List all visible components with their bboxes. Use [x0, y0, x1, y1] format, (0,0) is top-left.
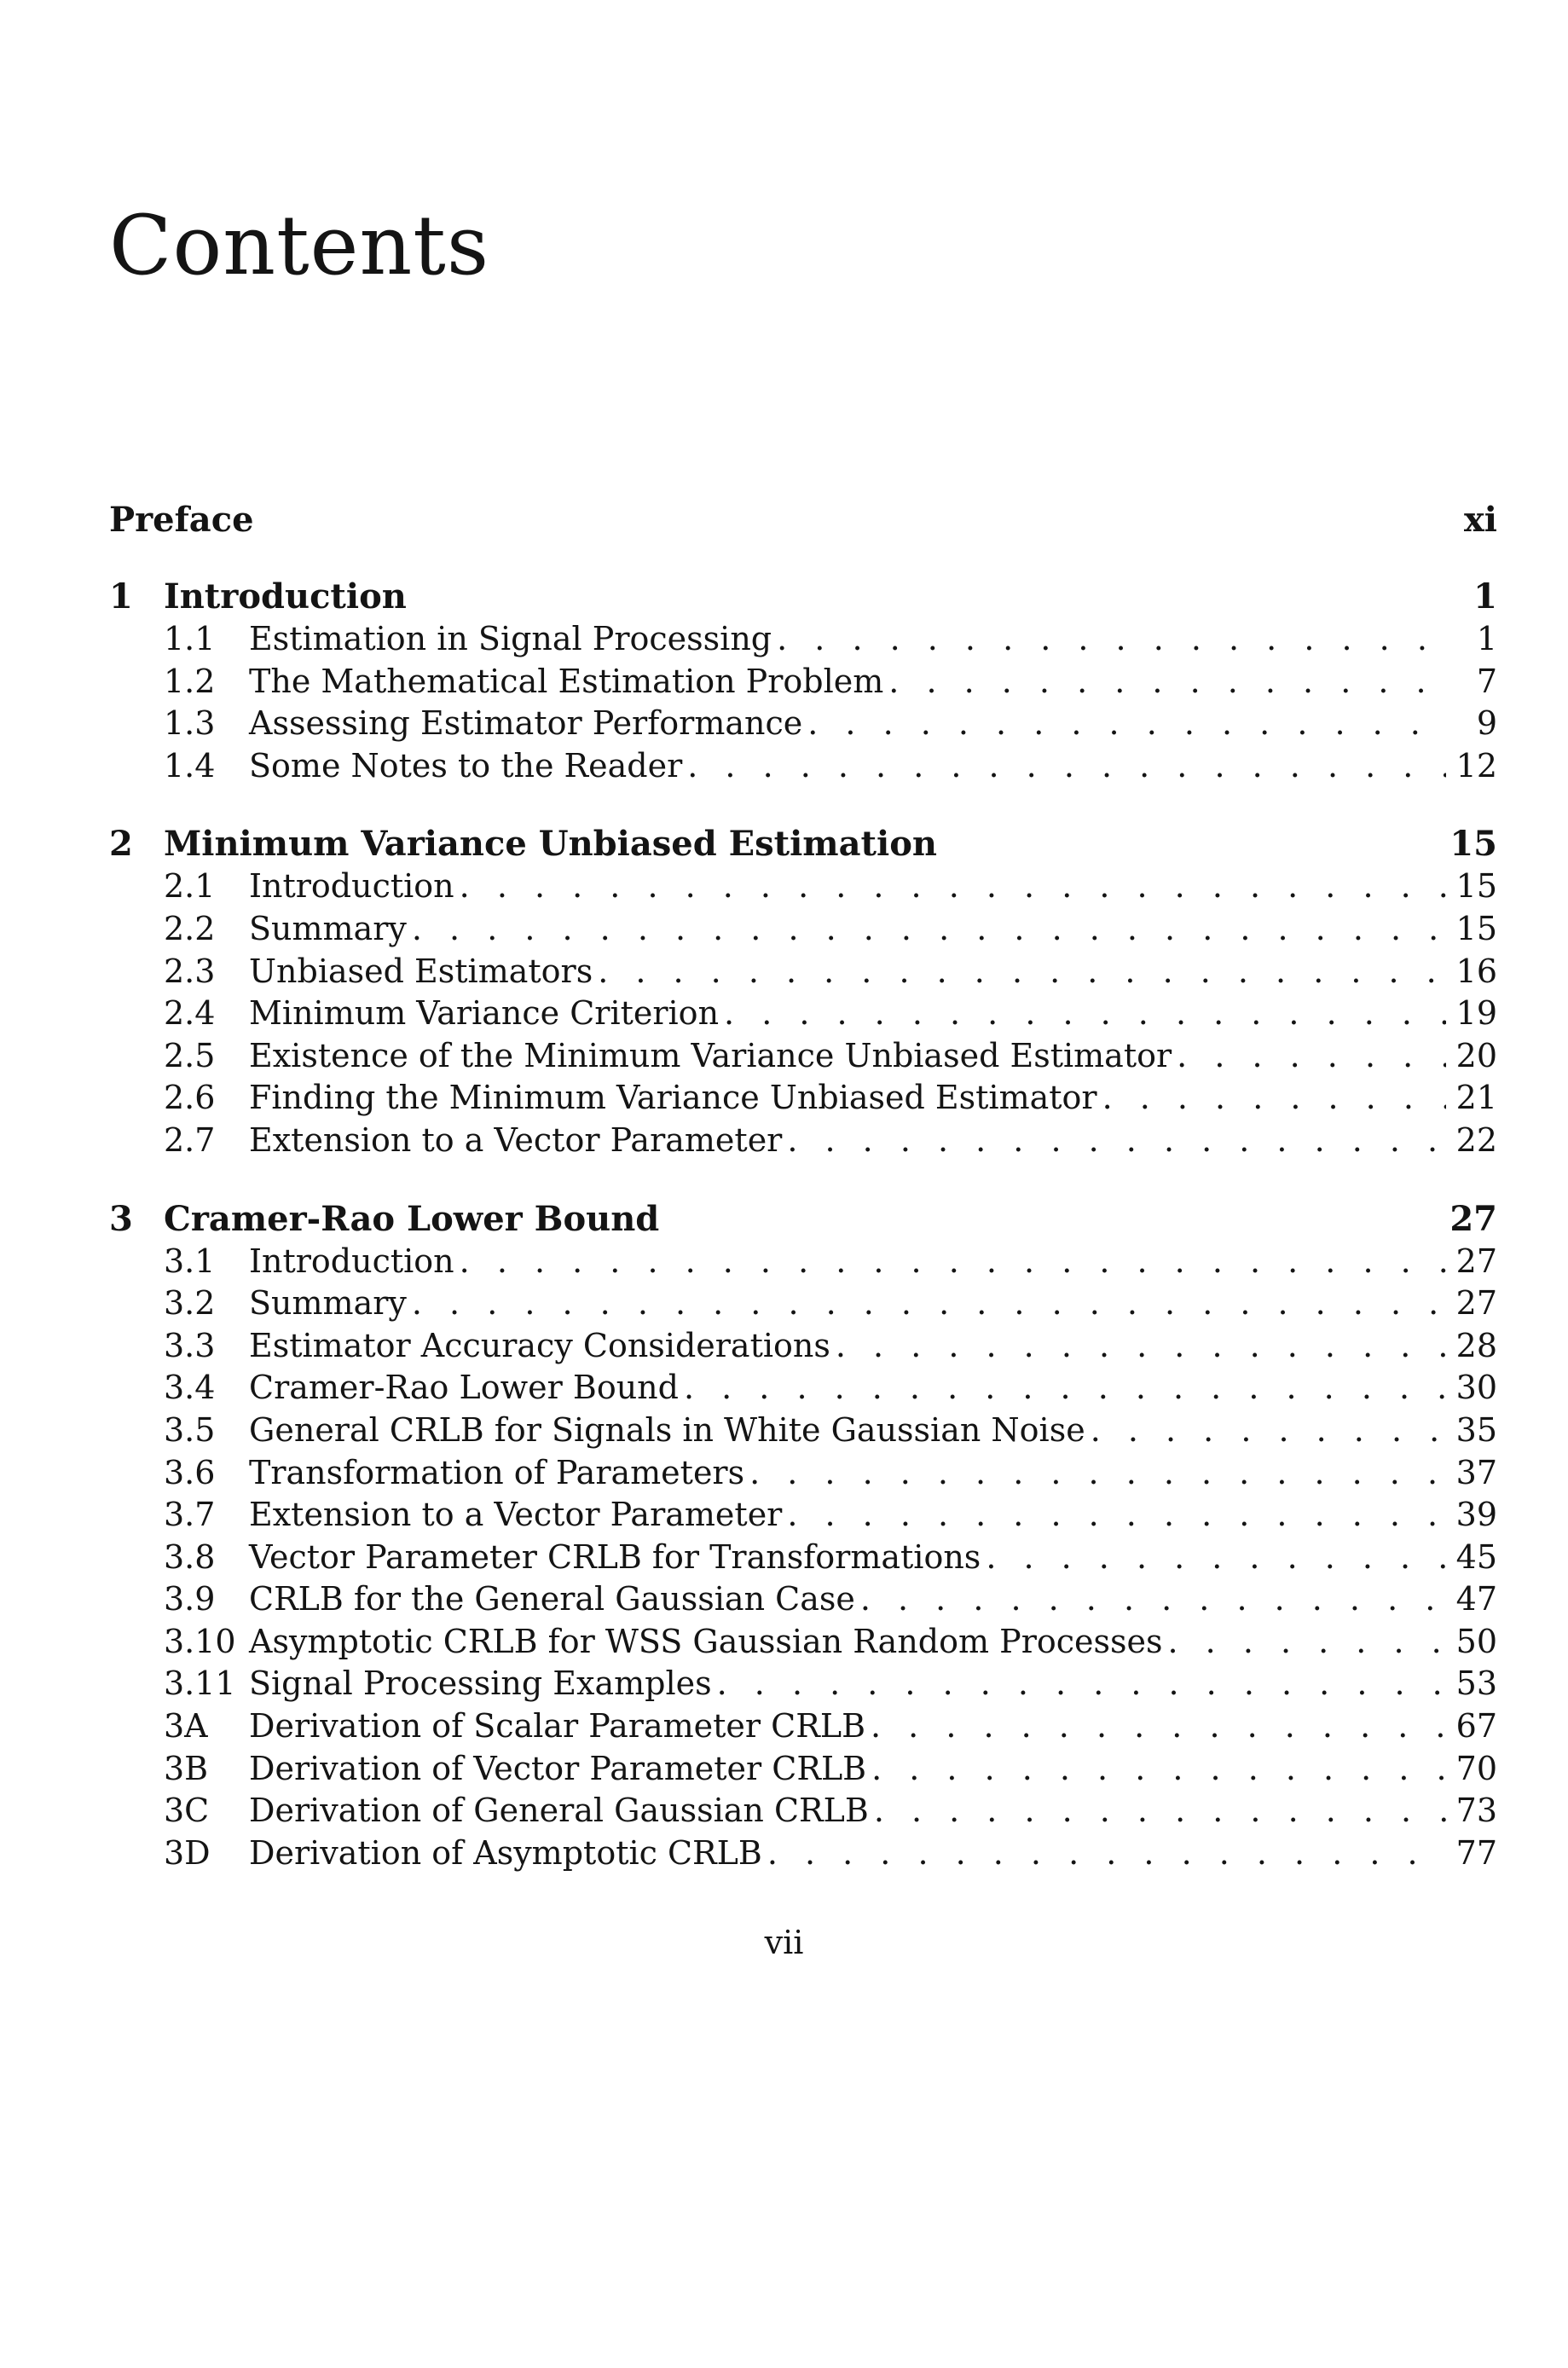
section-number: 3.10 [164, 1622, 236, 1660]
toc-section[interactable] [109, 1705, 1497, 1748]
dot-leader [687, 745, 1446, 788]
section-page: 53 [1455, 1665, 1497, 1703]
toc-section[interactable] [109, 866, 1497, 908]
section-number: 3B [164, 1749, 209, 1787]
section-number: 3.7 [164, 1496, 216, 1534]
section-number: 3.6 [164, 1453, 216, 1491]
toc-section[interactable] [109, 1452, 1497, 1495]
toc-chapter[interactable] [109, 576, 1497, 618]
section-page: 37 [1455, 1453, 1497, 1491]
section-number: 1.3 [164, 704, 216, 743]
toc-section[interactable] [109, 1367, 1497, 1410]
section-title: Introduction [249, 1242, 454, 1280]
section-page: 12 [1455, 746, 1497, 785]
toc-section[interactable] [109, 1537, 1497, 1579]
section-title: CRLB for the General Gaussian Case [249, 1580, 855, 1618]
section-title: Summary [249, 909, 407, 947]
dot-leader [874, 1790, 1446, 1832]
toc-section[interactable] [109, 1832, 1497, 1875]
section-title: Derivation of Vector Parameter CRLB [249, 1749, 867, 1787]
preface-label: Preface [109, 500, 254, 540]
section-number: 1.1 [164, 620, 216, 657]
section-page: 77 [1455, 1833, 1497, 1872]
toc-section[interactable] [109, 661, 1497, 703]
preface-page: xi [1463, 500, 1497, 540]
chapter-page: 15 [1449, 824, 1497, 865]
dot-leader [749, 1452, 1446, 1495]
section-title: Signal Processing Examples [249, 1665, 712, 1703]
toc-section[interactable] [109, 1241, 1497, 1283]
dot-leader [1102, 1077, 1446, 1120]
section-title: Minimum Variance Criterion [249, 994, 720, 1033]
toc-section[interactable] [109, 908, 1497, 951]
dot-leader [807, 703, 1446, 745]
chapter-title: Introduction [164, 576, 407, 617]
chapter-title: Minimum Variance Unbiased Estimation [164, 824, 937, 865]
dot-leader [860, 1578, 1446, 1621]
chapter-title: Cramer-Rao Lower Bound [164, 1198, 660, 1239]
section-page: 50 [1455, 1622, 1497, 1660]
toc-section[interactable] [109, 1663, 1497, 1705]
toc-section[interactable] [109, 1120, 1497, 1162]
section-title: Asymptotic CRLB for WSS Gaussian Random Processes [249, 1622, 1163, 1660]
section-number: 3.5 [164, 1410, 216, 1449]
section-page: 19 [1455, 994, 1497, 1033]
section-page: 67 [1455, 1707, 1497, 1746]
section-title: Derivation of General Gaussian CRLB [249, 1792, 869, 1830]
toc-section[interactable] [109, 1410, 1497, 1452]
toc-section[interactable] [109, 1077, 1497, 1120]
section-page: 22 [1455, 1120, 1497, 1159]
section-title: Estimation in Signal Processing [249, 620, 772, 657]
toc-section[interactable] [109, 1035, 1497, 1078]
dot-leader [787, 1494, 1446, 1537]
page-title: Contents [109, 198, 490, 293]
section-number: 1.4 [164, 746, 216, 785]
toc-section[interactable] [109, 1282, 1497, 1325]
section-page: 1 [1476, 620, 1497, 657]
section-number: 3.3 [164, 1326, 216, 1364]
chapter-list [109, 576, 1497, 1874]
section-number: 2.1 [164, 867, 216, 906]
toc-chapter[interactable] [109, 823, 1497, 866]
section-page: 45 [1455, 1537, 1497, 1576]
section-number: 3.11 [164, 1665, 236, 1703]
section-page: 27 [1455, 1284, 1497, 1323]
dot-leader [412, 1282, 1446, 1325]
section-page: 21 [1455, 1079, 1497, 1117]
toc-chapter[interactable] [109, 1198, 1497, 1241]
page-number: vii [764, 1924, 804, 1961]
dot-leader [836, 1325, 1446, 1368]
toc-section[interactable] [109, 1325, 1497, 1368]
section-number: 3.8 [164, 1537, 216, 1576]
section-page: 70 [1455, 1749, 1497, 1787]
section-number: 2.2 [164, 909, 216, 947]
dot-leader [1177, 1035, 1446, 1078]
section-number: 3.2 [164, 1284, 216, 1323]
dot-leader [412, 908, 1446, 951]
toc-section[interactable] [109, 1748, 1497, 1791]
chapter-number: 1 [109, 576, 133, 617]
toc-section[interactable] [109, 1790, 1497, 1832]
dot-leader [598, 951, 1446, 993]
toc-section[interactable] [109, 745, 1497, 788]
dot-leader [684, 1367, 1446, 1410]
section-title: Summary [249, 1284, 407, 1323]
toc-section[interactable] [109, 618, 1497, 661]
toc-section[interactable] [109, 1578, 1497, 1621]
section-page: 28 [1455, 1326, 1497, 1364]
section-title: The Mathematical Estimation Problem [249, 662, 884, 700]
section-page: 7 [1476, 662, 1497, 700]
dot-leader [871, 1705, 1446, 1748]
section-page: 15 [1455, 909, 1497, 947]
chapter-page: 1 [1473, 576, 1497, 617]
dot-leader [767, 1832, 1446, 1875]
section-title: Introduction [249, 867, 454, 906]
section-page: 15 [1455, 867, 1497, 906]
dot-leader [871, 1748, 1446, 1791]
section-number: 3.4 [164, 1369, 216, 1407]
section-number: 3C [164, 1792, 210, 1830]
section-number: 3A [164, 1707, 208, 1746]
section-page: 20 [1455, 1036, 1497, 1074]
dot-leader [1168, 1621, 1447, 1664]
section-number: 2.7 [164, 1120, 216, 1159]
section-number: 2.4 [164, 994, 216, 1033]
section-page: 30 [1455, 1369, 1497, 1407]
section-page: 9 [1476, 704, 1497, 743]
section-page: 27 [1455, 1242, 1497, 1280]
toc-preface[interactable] [109, 499, 1497, 541]
toc-section[interactable] [109, 1621, 1497, 1664]
dot-leader [460, 1241, 1446, 1283]
section-title: Vector Parameter CRLB for Transformations [249, 1537, 981, 1576]
section-title: Derivation of Scalar Parameter CRLB [249, 1707, 866, 1746]
section-number: 1.2 [164, 662, 216, 700]
section-number: 3.9 [164, 1580, 216, 1618]
section-title: Finding the Minimum Variance Unbiased Estimator [249, 1079, 1097, 1117]
section-page: 39 [1455, 1496, 1497, 1534]
section-page: 73 [1455, 1792, 1497, 1830]
dot-leader [724, 993, 1446, 1035]
chapter-page: 27 [1449, 1198, 1497, 1239]
dot-leader [787, 1120, 1446, 1162]
section-title: Assessing Estimator Performance [249, 704, 803, 743]
section-title: Some Notes to the Reader [249, 746, 683, 785]
dot-leader [1091, 1410, 1446, 1452]
section-number: 2.3 [164, 952, 216, 990]
dot-leader [986, 1537, 1446, 1579]
section-number: 3.1 [164, 1242, 216, 1280]
toc-section[interactable] [109, 1494, 1497, 1537]
section-title: Derivation of Asymptotic CRLB [249, 1833, 762, 1872]
section-title: Existence of the Minimum Variance Unbiased Estimator [249, 1036, 1172, 1074]
section-title: Extension to a Vector Parameter [249, 1120, 783, 1159]
dot-leader [460, 866, 1446, 908]
section-page: 16 [1455, 952, 1497, 990]
dot-leader [777, 618, 1446, 661]
section-page: 35 [1455, 1410, 1497, 1449]
section-title: General CRLB for Signals in White Gaussian Noise [249, 1410, 1085, 1449]
toc-section[interactable] [109, 703, 1497, 745]
section-title: Transformation of Parameters [249, 1453, 745, 1491]
section-number: 3D [164, 1833, 211, 1872]
section-title: Estimator Accuracy Considerations [249, 1326, 830, 1364]
dot-leader [717, 1663, 1446, 1705]
section-number: 2.5 [164, 1036, 216, 1074]
section-title: Extension to a Vector Parameter [249, 1496, 783, 1534]
chapter-number: 2 [109, 824, 133, 865]
section-title: Unbiased Estimators [249, 952, 593, 990]
section-page: 47 [1455, 1580, 1497, 1618]
section-title: Cramer-Rao Lower Bound [249, 1369, 679, 1407]
toc-section[interactable] [109, 993, 1497, 1035]
table-of-contents [109, 499, 1497, 1874]
section-number: 2.6 [164, 1079, 216, 1117]
dot-leader [888, 661, 1446, 703]
toc-section[interactable] [109, 951, 1497, 993]
chapter-number: 3 [109, 1198, 133, 1239]
